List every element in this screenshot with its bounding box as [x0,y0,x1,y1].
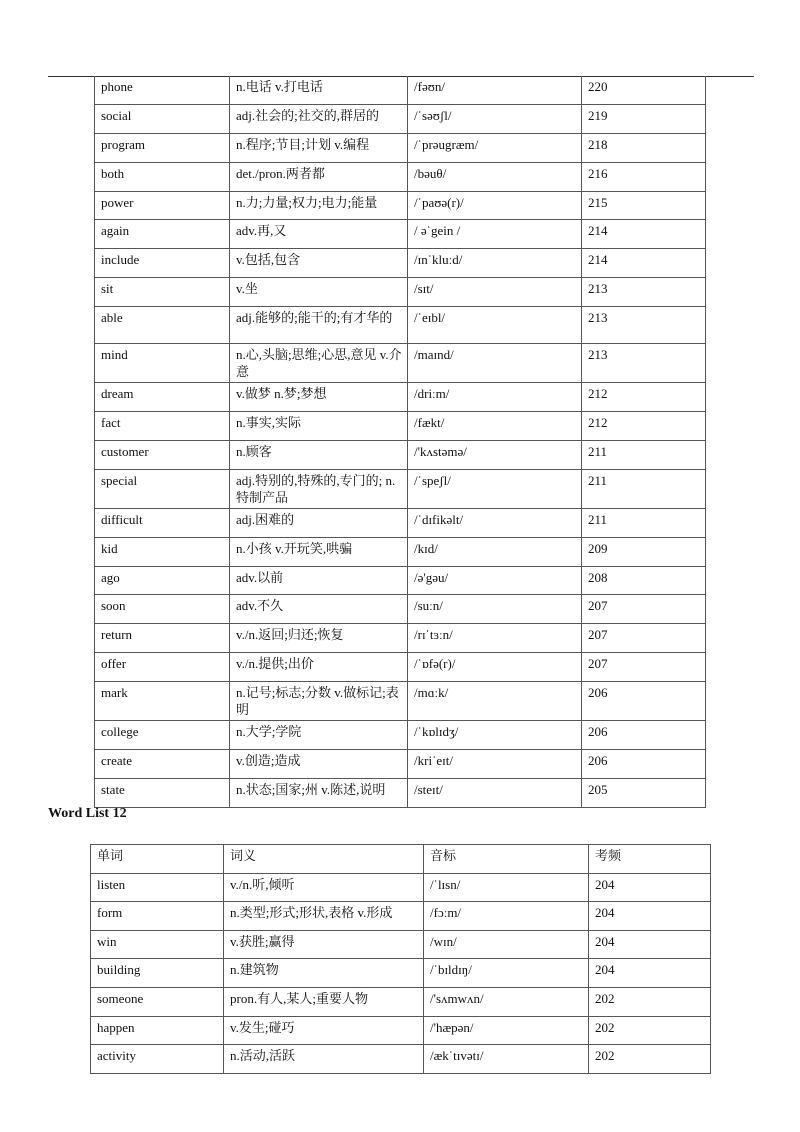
phonetic-cell: /maɪnd/ [408,344,582,383]
meaning-cell: adv.不久 [230,595,408,624]
word-cell: ago [95,566,230,595]
vocab-table-body [91,845,711,1074]
word-list-title: Word List 12 [48,806,127,821]
meaning-cell: n.事实,实际 [230,412,408,441]
word-cell: win [91,930,224,959]
table-row [95,278,706,307]
table-row [95,412,706,441]
meaning-cell: n.活动,活跃 [224,1045,424,1074]
frequency-cell: 207 [582,653,706,682]
frequency-cell: 213 [582,278,706,307]
table-row [95,440,706,469]
phonetic-cell: /ˈdɪfikəlt/ [408,508,582,537]
table-row [95,537,706,566]
table-row [95,653,706,682]
frequency-cell: 202 [589,1045,711,1074]
meaning-cell: adj.特别的,特殊的,专门的; n.特制产品 [230,469,408,508]
meaning-cell: v./n.听,倾听 [224,873,424,902]
phonetic-cell: /'hæpən/ [424,1016,589,1045]
meaning-cell: v./n.返回;归还;恢复 [230,624,408,653]
phonetic-cell: /ˈprəugræm/ [408,133,582,162]
meaning-cell: v.发生;碰巧 [224,1016,424,1045]
meaning-cell: v.包括,包含 [230,249,408,278]
table-row [95,220,706,249]
frequency-cell: 218 [582,133,706,162]
phonetic-cell: /steɪt/ [408,778,582,807]
meaning-cell: v.做梦 n.梦;梦想 [230,383,408,412]
meaning-cell: adv.再,又 [230,220,408,249]
table-row [91,959,711,988]
phonetic-cell: /ˈɒfə(r)/ [408,653,582,682]
meaning-cell: n.顾客 [230,440,408,469]
table-row [91,930,711,959]
frequency-cell: 211 [582,508,706,537]
meaning-cell: det./pron.两者都 [230,162,408,191]
meaning-cell: n.状态;国家;州 v.陈述,说明 [230,778,408,807]
meaning-cell: adv.以前 [230,566,408,595]
meaning-cell: n.力;力量;权力;电力;能量 [230,191,408,220]
meaning-cell: n.大学;学院 [230,721,408,750]
phonetic-cell: /ə'gəu/ [408,566,582,595]
table-row [95,624,706,653]
word-cell: both [95,162,230,191]
frequency-cell: 216 [582,162,706,191]
meaning-cell: n.建筑物 [224,959,424,988]
phonetic-cell: /rɪˈtɜːn/ [408,624,582,653]
meaning-cell: v./n.提供;出价 [230,653,408,682]
phonetic-cell: /suːn/ [408,595,582,624]
vocab-table-continued [94,76,706,808]
table-row [95,682,706,721]
word-cell: program [95,133,230,162]
meaning-cell: v.创造;造成 [230,750,408,779]
frequency-cell: 202 [589,1016,711,1045]
phonetic-cell: /fɔːm/ [424,902,589,931]
table-row [95,344,706,383]
word-cell: mind [95,344,230,383]
frequency-cell: 202 [589,987,711,1016]
table-header-row [91,845,711,874]
word-cell: create [95,750,230,779]
meaning-cell: adj.能够的;能干的;有才华的 [230,307,408,344]
word-cell: kid [95,537,230,566]
table-row [91,987,711,1016]
frequency-cell: 209 [582,537,706,566]
word-cell: social [95,104,230,133]
header-frequency: 考频 [589,845,711,874]
word-cell: mark [95,682,230,721]
frequency-cell: 207 [582,595,706,624]
table-row [95,133,706,162]
meaning-cell: n.类型;形式;形状,表格 v.形成 [224,902,424,931]
frequency-cell: 212 [582,412,706,441]
frequency-cell: 206 [582,721,706,750]
word-cell: dream [95,383,230,412]
word-cell: activity [91,1045,224,1074]
phonetic-cell: / əˈgein / [408,220,582,249]
word-cell: phone [95,76,230,104]
table-row [95,191,706,220]
frequency-cell: 204 [589,930,711,959]
phonetic-cell: /ˈpaʊə(r)/ [408,191,582,220]
word-cell: someone [91,987,224,1016]
frequency-cell: 211 [582,440,706,469]
meaning-cell: n.程序;节目;计划 v.编程 [230,133,408,162]
word-cell: again [95,220,230,249]
word-cell: include [95,249,230,278]
meaning-cell: n.小孩 v.开玩笑,哄骗 [230,537,408,566]
frequency-cell: 211 [582,469,706,508]
word-cell: offer [95,653,230,682]
table-row [91,902,711,931]
header-meaning: 词义 [224,845,424,874]
table-row [95,104,706,133]
table-row [91,1045,711,1074]
phonetic-cell: /ˈbɪldɪŋ/ [424,959,589,988]
frequency-cell: 204 [589,873,711,902]
word-cell: customer [95,440,230,469]
table-row [95,249,706,278]
vocab-table-word-list-12 [90,844,711,1074]
table-row [95,750,706,779]
frequency-cell: 219 [582,104,706,133]
phonetic-cell: /mɑːk/ [408,682,582,721]
word-cell: happen [91,1016,224,1045]
word-cell: sit [95,278,230,307]
frequency-cell: 205 [582,778,706,807]
word-cell: soon [95,595,230,624]
phonetic-cell: /'sʌmwʌn/ [424,987,589,1016]
phonetic-cell: /driːm/ [408,383,582,412]
frequency-cell: 213 [582,307,706,344]
table-row [95,508,706,537]
table-row [95,595,706,624]
frequency-cell: 206 [582,682,706,721]
table-row [95,383,706,412]
table-row [95,469,706,508]
phonetic-cell: /'kʌstəmə/ [408,440,582,469]
frequency-cell: 213 [582,344,706,383]
phonetic-cell: /ˈspeʃl/ [408,469,582,508]
frequency-cell: 208 [582,566,706,595]
table-row [95,76,706,104]
frequency-cell: 204 [589,959,711,988]
word-cell: return [95,624,230,653]
word-cell: listen [91,873,224,902]
table-row [95,721,706,750]
meaning-cell: n.心,头脑;思维;心思,意见 v.介意 [230,344,408,383]
frequency-cell: 204 [589,902,711,931]
phonetic-cell: /ˈlɪsn/ [424,873,589,902]
phonetic-cell: /ɪnˈkluːd/ [408,249,582,278]
phonetic-cell: /sɪt/ [408,278,582,307]
frequency-cell: 212 [582,383,706,412]
word-cell: difficult [95,508,230,537]
word-cell: form [91,902,224,931]
word-cell: able [95,307,230,344]
frequency-cell: 220 [582,76,706,104]
frequency-cell: 214 [582,249,706,278]
word-cell: building [91,959,224,988]
frequency-cell: 206 [582,750,706,779]
phonetic-cell: /ˈsəʊʃl/ [408,104,582,133]
phonetic-cell: /ˈkɒlɪdʒ/ [408,721,582,750]
phonetic-cell: /kɪd/ [408,537,582,566]
meaning-cell: pron.有人,某人;重要人物 [224,987,424,1016]
phonetic-cell: /fækt/ [408,412,582,441]
table-row [91,873,711,902]
word-cell: college [95,721,230,750]
phonetic-cell: /wɪn/ [424,930,589,959]
phonetic-cell: /fəʊn/ [408,76,582,104]
frequency-cell: 207 [582,624,706,653]
header-phonetic: 音标 [424,845,589,874]
phonetic-cell: /bəuθ/ [408,162,582,191]
phonetic-cell: /ækˈtɪvətɪ/ [424,1045,589,1074]
table-row [95,307,706,344]
meaning-cell: v.坐 [230,278,408,307]
frequency-cell: 215 [582,191,706,220]
vocab-table-body [95,76,706,807]
phonetic-cell: /kriˈeɪt/ [408,750,582,779]
word-cell: special [95,469,230,508]
table-row [95,162,706,191]
word-cell: fact [95,412,230,441]
word-cell: power [95,191,230,220]
frequency-cell: 214 [582,220,706,249]
meaning-cell: adj.社会的;社交的,群居的 [230,104,408,133]
meaning-cell: n.电话 v.打电话 [230,76,408,104]
meaning-cell: adj.困难的 [230,508,408,537]
meaning-cell: v.获胜;赢得 [224,930,424,959]
meaning-cell: n.记号;标志;分数 v.做标记;表明 [230,682,408,721]
header-word: 单词 [91,845,224,874]
table-row [91,1016,711,1045]
word-cell: state [95,778,230,807]
table-row [95,778,706,807]
table-row [95,566,706,595]
phonetic-cell: /ˈeɪbl/ [408,307,582,344]
